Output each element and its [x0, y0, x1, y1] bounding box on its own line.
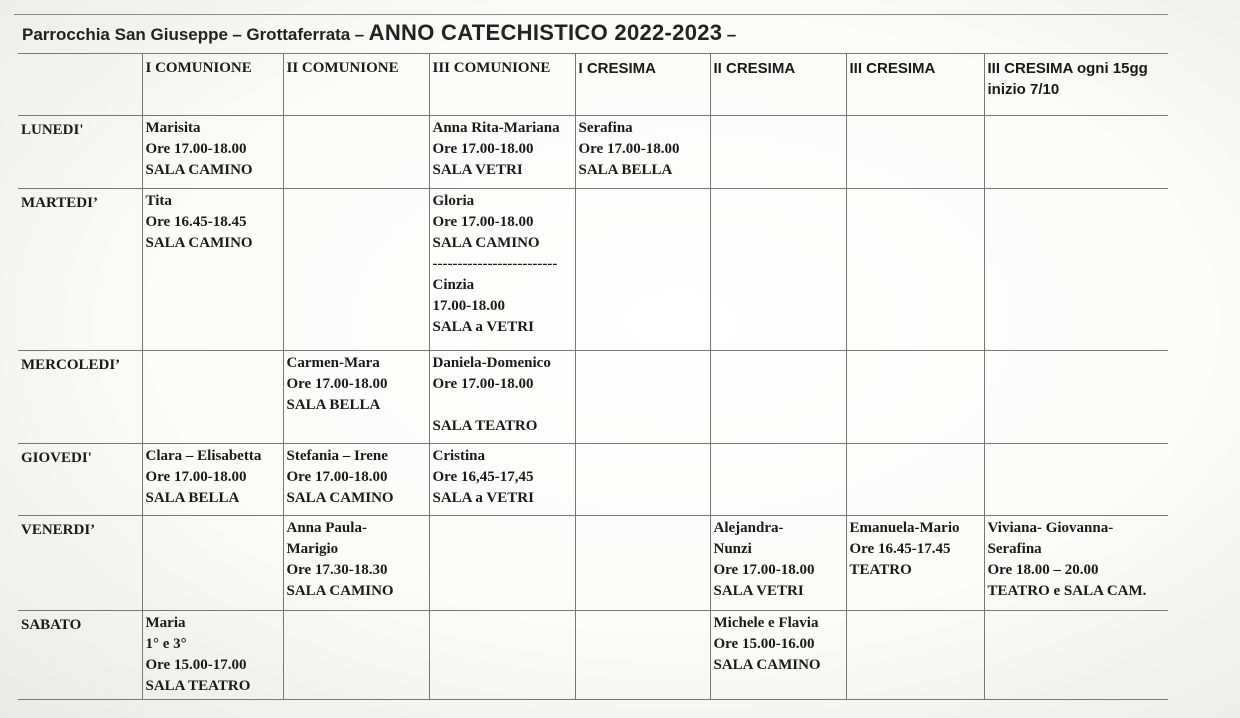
- column-header: III COMUNIONE: [429, 54, 575, 116]
- schedule-cell: [283, 116, 429, 189]
- schedule-detail: Ore 17.00-18.00: [578, 141, 680, 157]
- catechist-name: Anna Paula-: [286, 520, 367, 536]
- schedule-detail: Ore 17.00-18.00: [432, 376, 534, 392]
- column-header: II CRESIMA: [710, 54, 846, 116]
- schedule-cell: [984, 516, 1168, 611]
- day-label: LUNEDI': [18, 116, 142, 189]
- schedule-cell: [142, 611, 283, 700]
- schedule-cell: [429, 116, 575, 189]
- schedule-cell: [429, 189, 575, 351]
- schedule-detail: Serafina: [987, 541, 1042, 557]
- schedule-detail: Ore 17.30-18.30: [286, 562, 388, 578]
- catechist-name: Tita: [145, 193, 172, 209]
- schedule-cell: [710, 116, 846, 189]
- schedule-cell: [283, 444, 429, 516]
- schedule-detail: SALA CAMINO: [713, 657, 821, 673]
- schedule-cell: [142, 116, 283, 189]
- schedule-row: [18, 444, 1168, 516]
- schedule-cell: [142, 351, 283, 444]
- schedule-detail: Ore 17.00-18.00: [145, 141, 247, 157]
- schedule-detail: Ore 17.00-18.00: [432, 214, 534, 230]
- schedule-table: [18, 53, 1168, 700]
- schedule-cell: [429, 444, 575, 516]
- catechist-name: Cristina: [432, 448, 485, 464]
- day-label: MARTEDI’: [18, 189, 142, 351]
- schedule-cell: [575, 189, 710, 351]
- title-separator: –: [354, 25, 365, 44]
- schedule-detail: Nunzi: [713, 541, 752, 557]
- schedule-detail: SALA TEATRO: [432, 418, 538, 434]
- schedule-cell: [283, 516, 429, 611]
- schedule-cell: [283, 351, 429, 444]
- schedule-row: [18, 611, 1168, 700]
- header-row: [18, 54, 1168, 116]
- schedule-detail: 1° e 3°: [145, 636, 187, 652]
- page-title: [22, 20, 736, 46]
- schedule-cell: [846, 116, 984, 189]
- schedule-row: [18, 351, 1168, 444]
- catechist-name: Marisita: [145, 120, 201, 136]
- schedule-cell: [984, 189, 1168, 351]
- title-separator: –: [726, 25, 737, 44]
- schedule-detail: Ore 16.45-17.45: [849, 541, 951, 557]
- schedule-detail: SALA CAMINO: [286, 583, 394, 599]
- schedule-detail: 17.00-18.00: [432, 298, 505, 314]
- column-header: I COMUNIONE: [142, 54, 283, 116]
- schedule-cell: [846, 516, 984, 611]
- schedule-row: [18, 516, 1168, 611]
- schedule-detail: SALA CAMINO: [145, 162, 253, 178]
- schedule-cell: [710, 516, 846, 611]
- schedule-cell: [984, 116, 1168, 189]
- schedule-cell: [283, 189, 429, 351]
- schedule-cell: [575, 611, 710, 700]
- schedule-detail: Ore 17.00-18.00: [432, 141, 534, 157]
- catechist-name: Emanuela-Mario: [849, 520, 960, 536]
- schedule-cell: [429, 351, 575, 444]
- schedule-cell: [984, 444, 1168, 516]
- catechist-name: Serafina: [578, 120, 633, 136]
- catechist-name: Daniela-Domenico: [432, 355, 551, 371]
- schedule-detail: SALA a VETRI: [432, 490, 534, 506]
- schedule-detail: SALA TEATRO: [145, 678, 251, 694]
- schedule-cell: [984, 351, 1168, 444]
- schedule-detail: Ore 15.00-17.00: [145, 657, 247, 673]
- schedule-detail: Ore 16,45-17,45: [432, 469, 534, 485]
- top-rule: [14, 14, 1168, 15]
- schedule-cell: [142, 189, 283, 351]
- blank-line: [433, 395, 572, 416]
- schedule-detail: Cinzia: [432, 277, 475, 293]
- catechist-name: Stefania – Irene: [286, 448, 388, 464]
- column-header: II COMUNIONE: [283, 54, 429, 116]
- schedule-detail: SALA VETRI: [432, 162, 523, 178]
- column-header: III CRESIMA: [846, 54, 984, 116]
- schedule-cell: [429, 516, 575, 611]
- schedule-cell: [142, 516, 283, 611]
- schedule-cell: [846, 611, 984, 700]
- schedule-cell: [710, 611, 846, 700]
- schedule-detail: Marigio: [286, 541, 339, 557]
- schedule-row: [18, 116, 1168, 189]
- day-label: SABATO: [18, 611, 142, 700]
- schedule-detail: TEATRO e SALA CAM.: [987, 583, 1147, 599]
- separator-line: -------------------------: [432, 256, 558, 272]
- schedule-detail: SALA BELLA: [578, 162, 673, 178]
- schedule-detail: Ore 16.45-18.45: [145, 214, 247, 230]
- schedule-cell: [846, 351, 984, 444]
- catechist-name: Gloria: [432, 193, 475, 209]
- schedule-cell: [846, 189, 984, 351]
- year-title: ANNO CATECHISTICO 2022-2023: [368, 20, 723, 45]
- schedule-detail: Ore 17.00-18.00: [145, 469, 247, 485]
- schedule-cell: [846, 444, 984, 516]
- town-name: Grottaferrata: [246, 25, 351, 44]
- catechist-name: Anna Rita-Mariana: [432, 120, 560, 136]
- catechist-name: Carmen-Mara: [286, 355, 380, 371]
- schedule-detail: SALA BELLA: [286, 397, 381, 413]
- column-header: I CRESIMA: [575, 54, 710, 116]
- schedule-detail: Ore 18.00 – 20.00: [987, 562, 1099, 578]
- parish-name: Parrocchia San Giuseppe: [22, 25, 228, 44]
- schedule-cell: [984, 611, 1168, 700]
- schedule-cell: [575, 351, 710, 444]
- schedule-cell: [710, 444, 846, 516]
- column-header: III CRESIMA ogni 15gg inizio 7/10: [984, 54, 1168, 116]
- schedule-detail: SALA BELLA: [145, 490, 240, 506]
- schedule-detail: TEATRO: [849, 562, 912, 578]
- catechist-name: Alejandra-: [713, 520, 784, 536]
- schedule-detail: SALA CAMINO: [432, 235, 540, 251]
- schedule-cell: [710, 351, 846, 444]
- schedule-cell: [575, 444, 710, 516]
- catechist-name: Maria: [145, 615, 186, 631]
- schedule-detail: SALA CAMINO: [145, 235, 253, 251]
- title-separator: –: [232, 25, 242, 44]
- schedule-cell: [283, 611, 429, 700]
- catechist-name: Viviana- Giovanna-: [987, 520, 1114, 536]
- schedule-cell: [710, 189, 846, 351]
- schedule-detail: Ore 15.00-16.00: [713, 636, 815, 652]
- schedule-detail: SALA VETRI: [713, 583, 804, 599]
- catechist-name: Clara – Elisabetta: [145, 448, 262, 464]
- schedule-detail: SALA a VETRI: [432, 319, 534, 335]
- schedule-cell: [575, 516, 710, 611]
- schedule-detail: Ore 17.00-18.00: [286, 376, 388, 392]
- day-label: MERCOLEDI’: [18, 351, 142, 444]
- schedule-row: [18, 189, 1168, 351]
- schedule-cell: [429, 611, 575, 700]
- schedule-detail: SALA CAMINO: [286, 490, 394, 506]
- corner-cell: [18, 54, 142, 116]
- catechist-name: Michele e Flavia: [713, 615, 819, 631]
- schedule-cell: [142, 444, 283, 516]
- day-label: GIOVEDI': [18, 444, 142, 516]
- schedule-detail: Ore 17.00-18.00: [713, 562, 815, 578]
- schedule-cell: [575, 116, 710, 189]
- day-label: VENERDI’: [18, 516, 142, 611]
- schedule-detail: Ore 17.00-18.00: [286, 469, 388, 485]
